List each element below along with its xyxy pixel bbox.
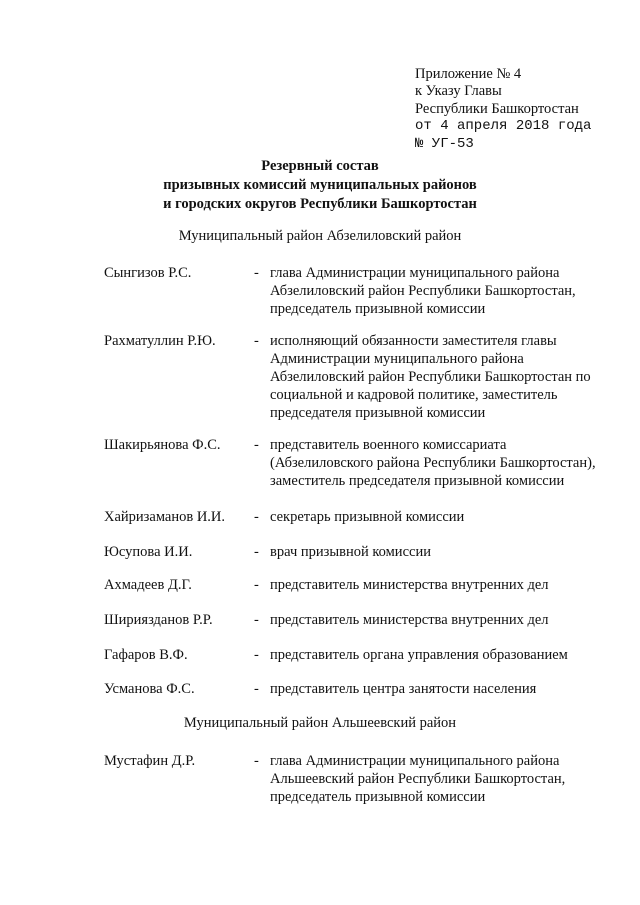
appendix-decree-number: № УГ-53 xyxy=(415,135,474,152)
member-name: Сынгизов Р.С. xyxy=(104,265,192,281)
member-name: Хайризаманов И.И. xyxy=(104,509,226,525)
title-line-2: призывных комиссий муниципальных районов xyxy=(163,177,477,193)
member-name: Рахматуллин Р.Ю. xyxy=(104,333,216,349)
member-name: Ахмадеев Д.Г. xyxy=(104,577,192,593)
district-heading: Муниципальный район Альшеевский район xyxy=(183,715,457,731)
appendix-header xyxy=(415,66,630,153)
member-role: врач призывной комиссии xyxy=(270,544,431,560)
member-dash: - xyxy=(254,753,259,769)
member-role: глава Администрации муниципального района Абзелиловский район Республики Башкортостан, председатель призывной комиссии xyxy=(270,265,576,317)
appendix-decree: к Указу Главы xyxy=(415,83,502,100)
member-name: Мустафин Д.Р. xyxy=(104,753,196,769)
member-name: Усманова Ф.С. xyxy=(104,681,195,697)
document-title xyxy=(0,157,640,214)
member-role: глава Администрации муниципального района Альшеевский район Республики Башкортостан, председатель призывной комиссии xyxy=(270,753,566,805)
appendix-date: от 4 апреля 2018 года xyxy=(415,118,592,135)
appendix-republic: Республики Башкортостан xyxy=(415,100,579,117)
title-line-3: и городских округов Республики Башкортостан xyxy=(163,196,477,212)
member-dash: - xyxy=(254,544,259,560)
member-role: представитель центра занятости населения xyxy=(270,681,537,697)
member-role: представитель военного комиссариата (Абзелиловского района Республики Башкортостан), заместитель председателя призывной комиссии xyxy=(270,437,596,489)
member-name: Шириязданов Р.Р. xyxy=(104,612,213,628)
member-role: представитель министерства внутренних дел xyxy=(270,577,549,593)
member-dash: - xyxy=(254,681,259,697)
member-dash: - xyxy=(254,509,259,525)
member-dash: - xyxy=(254,612,259,628)
member-role: представитель министерства внутренних дел xyxy=(270,612,549,628)
member-dash: - xyxy=(254,265,259,281)
member-role: исполняющий обязанности заместителя главы Администрации муниципального района Абзелиловский район Республики Башкортостан по социальной и кадровой политике, заместитель председателя призывной комиссии xyxy=(270,333,591,421)
member-role: секретарь призывной комиссии xyxy=(270,509,465,525)
district-heading: Муниципальный район Абзелиловский район xyxy=(178,228,462,244)
member-dash: - xyxy=(254,333,259,349)
member-name: Гафаров В.Ф. xyxy=(104,647,188,663)
member-name: Шакирьянова Ф.С. xyxy=(104,437,221,453)
member-dash: - xyxy=(254,647,259,663)
member-name: Юсупова И.И. xyxy=(104,544,193,560)
title-line-1: Резервный состав xyxy=(261,158,379,174)
member-dash: - xyxy=(254,577,259,593)
member-role: представитель органа управления образованием xyxy=(270,647,568,663)
appendix-number: Приложение № 4 xyxy=(415,66,522,82)
member-dash: - xyxy=(254,437,259,453)
